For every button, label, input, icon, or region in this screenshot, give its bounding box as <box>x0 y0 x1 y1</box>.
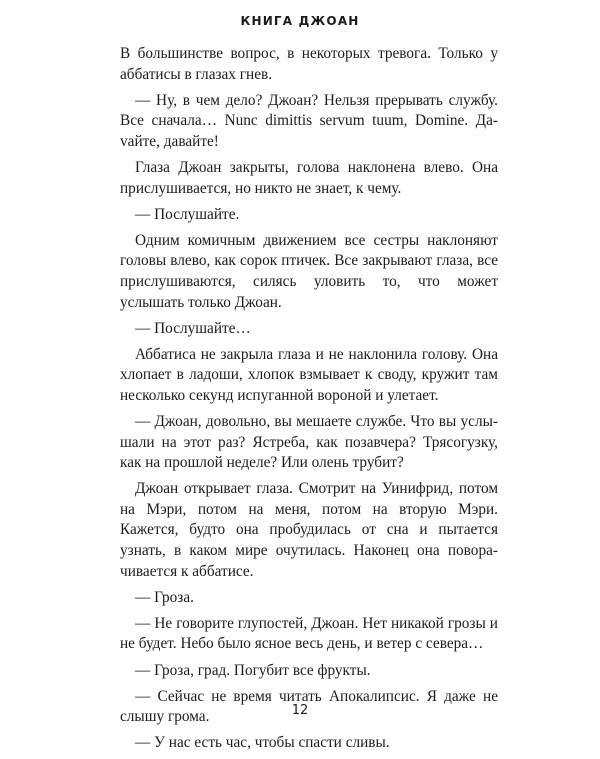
paragraph-14: — У нас есть час, чтобы спасти сливы. <box>135 734 390 752</box>
text-body <box>120 44 498 759</box>
paragraph-12: — Гроза, град. Погубит все фрукты. <box>135 661 371 679</box>
running-header: КНИГА ДЖОАН <box>240 14 360 28</box>
paragraph-10: — Гроза. <box>135 588 194 606</box>
page-number: 12 <box>291 703 309 718</box>
paragraph-8: — Джоан, довольно, вы мешаете службе. Что вы услышали на этот раз? Ястреба, как позавчера? Трясогузку, как на прошлой неделе? Или олень трубит? <box>120 413 498 472</box>
paragraph-3: Глаза Джоан закрыты, голова наклонена влево. Она прислушивается, но никто не знает, к чему. <box>120 158 498 197</box>
paragraph-9: Джоан открывает глаза. Смотрит на Уинифрид, потом на Мэри, потом на меня, потом на вторую Мэри. Кажется, будто она пробудилась от сна и пытается узнать, в каком мире очутилась. Наконец она поворачивается к аббатисе. <box>120 480 498 580</box>
paragraph-11: — Не говорите глупостей, Джоан. Нет никакой грозы и не будет. Небо было ясное весь день, и ветер с севера… <box>120 614 498 653</box>
paragraph-13: — Сейчас не время читать Апокалипсис. Я даже не слышу грома. <box>120 687 498 726</box>
paragraph-6: — Послушайте… <box>135 319 251 337</box>
paragraph-1: В большинстве вопрос, в некоторых тревога. Только у аббатисы в глазах гнев. <box>120 45 498 83</box>
paragraph-2: — Ну, в чем дело? Джоан? Нельзя прерывать службу. Все сначала… Nunc dimittis servum tuum, Domine. Даvайте, давайте! <box>120 91 498 150</box>
paragraph-5: Одним комичным движением все сестры наклоняют головы влево, как сорок птичек. Все закрывают глаза, все прислушиваются, силясь уловить то, что может услышать только Джоан. <box>120 231 498 311</box>
paragraph-7: Аббатиса не закрыла глаза и не наклонила голову. Она хлопает в ладоши, хлопок взмывает к своду, кружит там несколько секунд испуганной вороной и улетает. <box>120 345 498 404</box>
paragraph-4: — Послушайте. <box>135 205 240 223</box>
